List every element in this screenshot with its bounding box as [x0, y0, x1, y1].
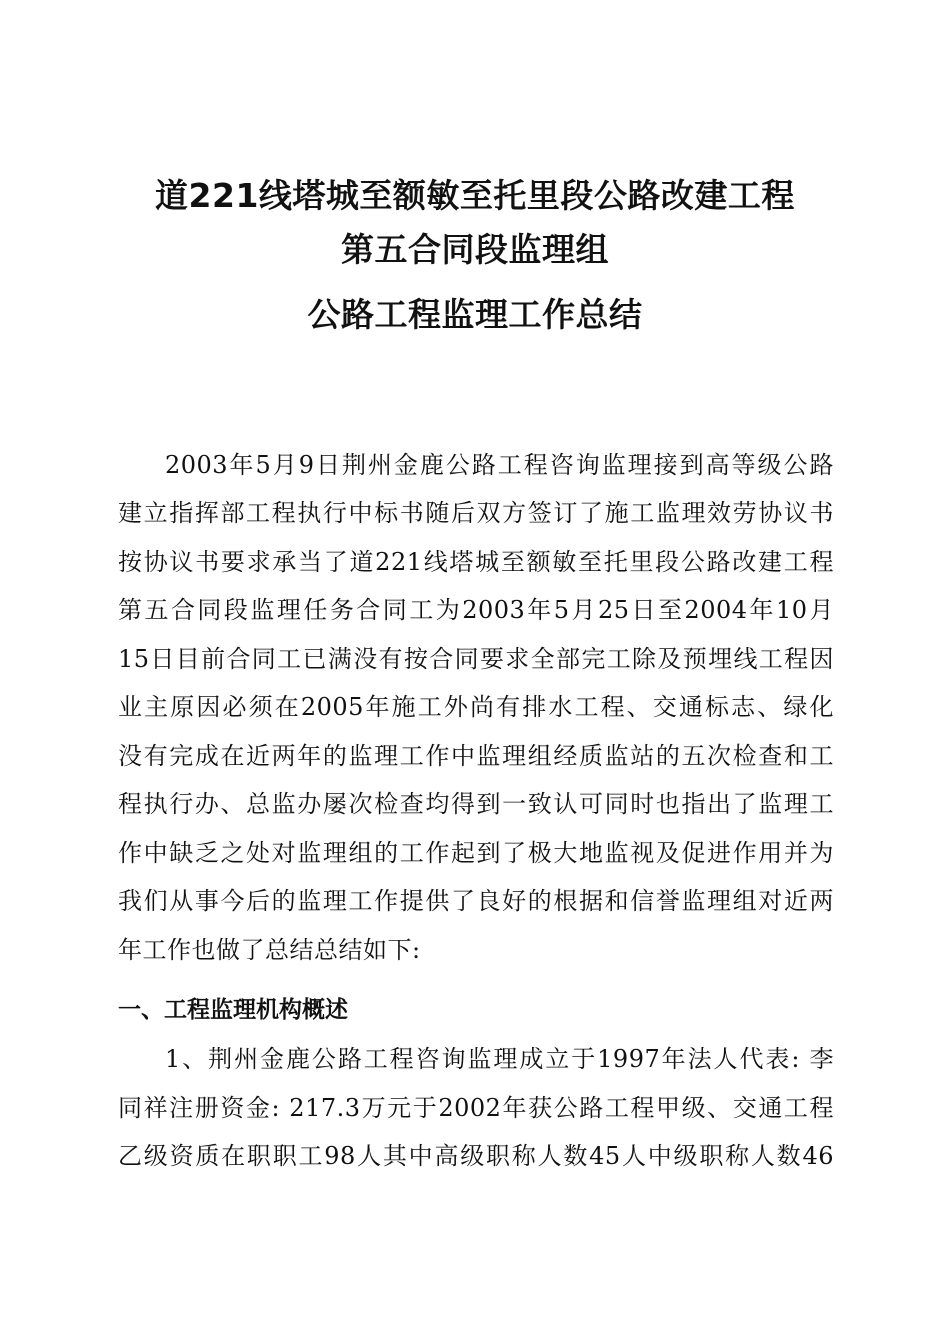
paragraph-2-line-3: 乙级资质在职职工98人其中高级职称人数45人中级职称人数46: [118, 1142, 834, 1170]
paragraph-1-line-11: 年工作也做了总结总结如下:: [118, 936, 421, 964]
section-1-heading: 一、工程监理机构概述: [118, 997, 348, 1023]
paragraph-1-line-1: 2003年5月9日荆州金鹿公路工程咨询监理接到高等级公路: [165, 451, 834, 479]
paragraph-2-line-1: 1、荆州金鹿公路工程咨询监理成立于1997年法人代表: 李: [165, 1045, 834, 1073]
paragraph-1-line-3: 按协议书要求承当了道221线塔城至额敏至托里段公路改建工程: [118, 548, 834, 576]
paragraph-1-line-5: 15日目前合同工已满没有按合同要求全部完工除及预埋线工程因: [118, 645, 834, 673]
paragraph-1-line-4: 第五合同段监理任务合同工为2003年5月25日至2004年10月: [118, 596, 834, 624]
document-title-line-2: 第五合同段监理组: [341, 230, 609, 269]
paragraph-1-line-2: 建立指挥部工程执行中标书随后双方签订了施工监理效劳协议书: [118, 499, 834, 527]
document-title-line-3: 公路工程监理工作总结: [307, 295, 643, 334]
paragraph-2-line-2: 同祥注册资金: 217.3万元于2002年获公路工程甲级、交通工程: [118, 1094, 834, 1122]
paragraph-1-line-10: 我们从事今后的监理工作提供了良好的根据和信誉监理组对近两: [118, 887, 834, 915]
paragraph-1-line-8: 程执行办、总监办屡次检查均得到一致认可同时也指出了监理工: [118, 790, 834, 818]
paragraph-1-line-7: 没有完成在近两年的监理工作中监理组经质监站的五次检查和工: [118, 742, 834, 770]
document-title-line-1: 道221线塔城至额敏至托里段公路改建工程: [155, 176, 795, 215]
paragraph-1-line-9: 作中缺乏之处对监理组的工作起到了极大地监视及促进作用并为: [118, 839, 834, 867]
paragraph-1-line-6: 业主原因必须在2005年施工外尚有排水工程、交通标志、绿化: [118, 693, 834, 721]
